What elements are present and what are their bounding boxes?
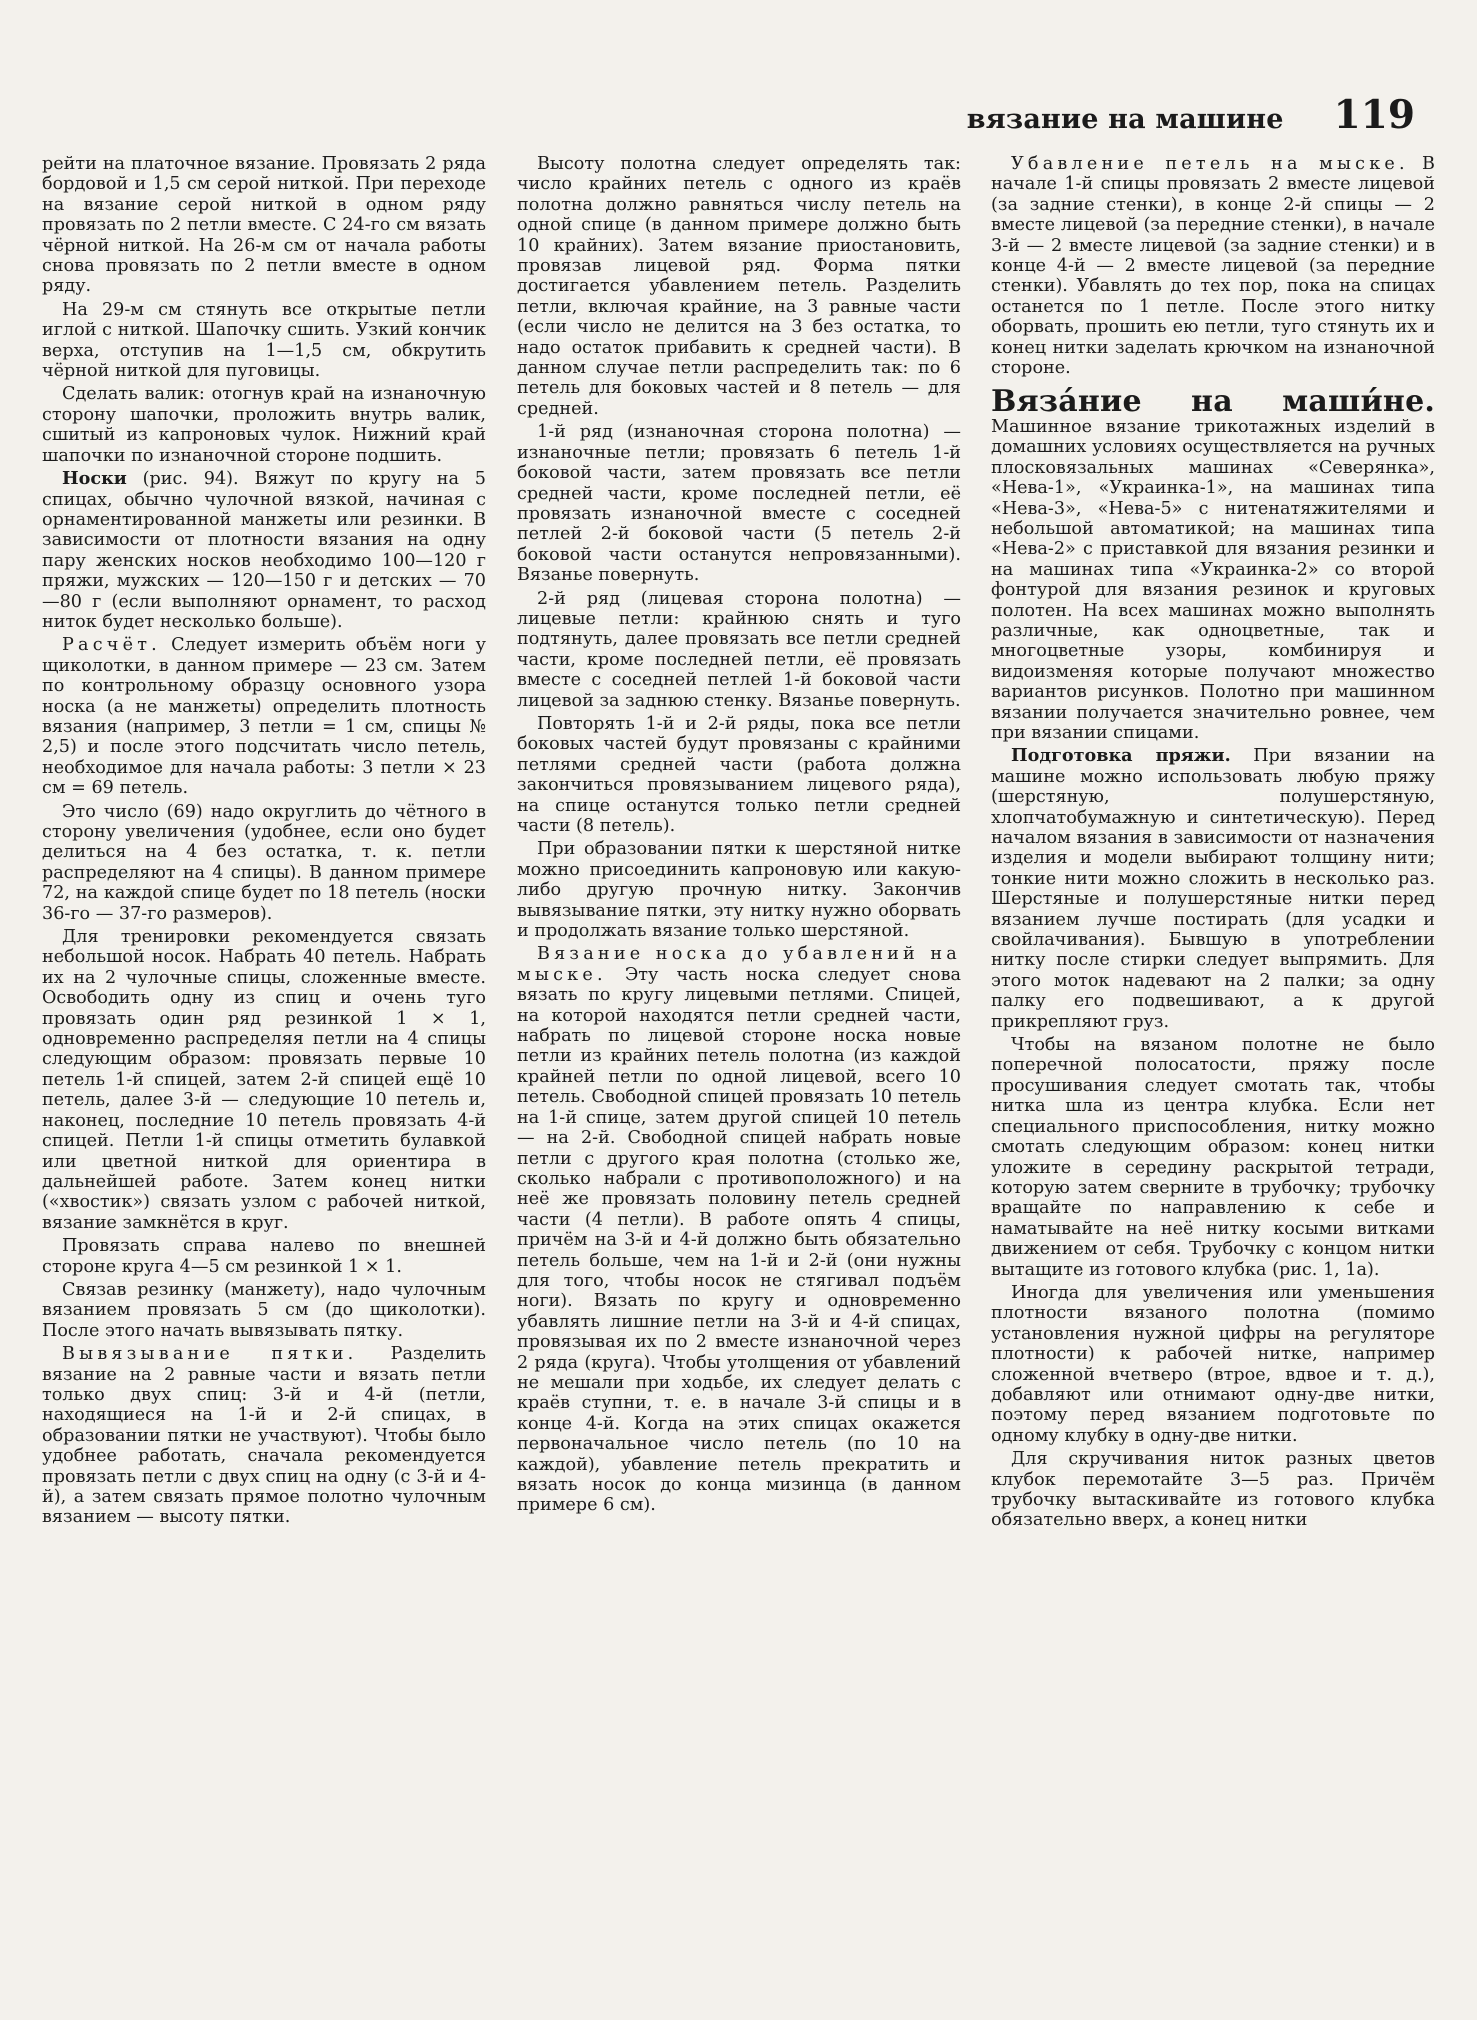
paragraph: Это число (69) надо округлить до чётного в сторону увеличения (удобнее, если оно будет делиться на 4 без остатка, т. к. петли распределяют на 4 спицы). В данном примере 72, на каждой спице будет по 18 петель (носки 36-го — 37-го размеров). [42,801,486,924]
paragraph [517,944,961,1515]
paragraph: Сделать валик: отогнув край на изнаночную сторону шапочки, проложить внутрь валик, сшитый из капроновых чулок. Нижний край шапочки по изнаночной стороне подшить. [42,384,486,466]
column-1 [42,154,486,1531]
column-3 [991,154,1435,1534]
column-2 [517,154,961,1519]
spaced-heading: Вязание носка до убавлений на мыске. [517,944,961,985]
paragraph [991,746,1435,1032]
spaced-heading: Убавление петель на мыске. [1011,154,1409,174]
paragraph: Иногда для увеличения или уменьшения плотности вязаного полотна (помимо установления нужной цифры на регуляторе плотности) к рабочей нитке, например сложенной вчетверо (втрое, вдвое и т. д.), добавляют или отнимают одну-две нитки, поэтому перед вязанием подготовьте по одному клубку в одну-две нитки. [991,1282,1435,1446]
term-heading: Подготовка пряжи. [1011,745,1231,767]
paragraph-text: Разделить вязание на 2 равные части и вязать петли только двух спиц: 3-й и 4-й (петли, находящиеся на 1-й и 2-й спицах, в образовании пятки не участвуют). Чтобы было удобнее работать, сначала рекомендуется провязать петли с двух спиц на одну (с 3-й и 4-й), а затем связать прямое полотно чулочным вязанием — высоту пятки. [42,1344,486,1528]
paragraph: Для тренировки рекомендуется связать небольшой носок. Набрать 40 петель. Набрать их на 2 чулочные спицы, сложенные вместе. Освободить одну из спиц и очень туго провязать один ряд резинкой 1 × 1, одновременно распределяя петли на 4 спицы следующим образом: провязать первые 10 петель 1-й спицей, затем 2-й спицей ещё 10 петель, далее 3-й — следующие 10 петель и, наконец, последние 10 петель провязать 4-й спицей. Петли 1-й спицы отметить булавкой или цветной ниткой для ориентира в дальнейшей работе. Затем конец нитки («хвостик») связать узлом с рабочей ниткой, вязание замкнётся в круг. [42,927,486,1233]
paragraph: Повторять 1-й и 2-й ряды, пока все петли боковых частей будут провязаны с крайними петлями средней части (работа должна закончиться провязыванием лицевого ряда), на спице останутся только петли средней части (8 петель). [517,713,961,836]
paragraph-text: Эту часть носка следует снова вязать по кругу лицевыми петлями. Спицей, на которой находятся петли средней части, набрать по лицевой стороне носка новые петли из крайних петель полотна (из каждой крайней петли по одной лицевой, всего 10 петель. Свободной спицей провязать 10 петель на 1-й спице, затем другой спицей 10 петель — на 2-й. Свободной спицей набрать новые петли с другого края полотна (столько же, сколько набрали с противоположного) и на неё же провязать половину петель средней части (4 петли). В работе опять 4 спицы, причём на 3-й и 4-й должно быть обязательно петель больше, чем на 1-й и 2-й (они нужны для того, чтобы носок не стягивал подъём ноги). Вязать по кругу и одновременно убавлять лишние петли на 3-й и 4-й спицах, провязывая их по 2 вместе изнаночной через 2 ряда (круга). Чтобы утолщения от убавлений не мешали при ходьбе, их следует делать с краёв ступни, т. е. в начале 3-й спицы и в конце 4-й. Когда на этих спицах окажется первоначальное число петель (по 10 на каждой), убавление петель прекратить и вязать носок до конца мизинца (в данном примере 6 см). [517,964,961,1516]
paragraph: 1-й ряд (изнаночная сторона полотна) — изнаночные петли; провязать 6 петель 1-й боковой части, затем провязать все петли средней части, кроме последней петли, её провязать изнаночной вместе с соседней петлей 2-й боковой части (5 петель 2-й боковой части останутся непровязанными). Вязанье повернуть. [517,422,961,586]
paragraph [991,154,1435,378]
paragraph: При образовании пятки к шерстяной нитке можно присоединить капроновую или какую-либо другую прочную нитку. Закончив вывязывание пятки, эту нитку нужно оборвать и продолжать вязание только шерстяной. [517,839,961,942]
running-header: вязание на машине [966,104,1284,135]
term-heading: Носки [62,468,127,490]
paragraph [42,469,486,632]
paragraph-text: При вязании на машине можно использовать любую пряжу (шерстяную, полушерстяную, хлопчатобумажную и синтетическую). Перед началом вязания в зависимости от назначения изделия и модели выбирают толщину нити; тонкие нити можно сложить в несколько раз. Шерстяные и полушерстяные нитки перед вязанием лучше постирать (для усадки и свойлачивания). Бывшую в употреблении нитку после стирки следует выпрямить. Для этого моток надевают на 2 палки; за одну палку его подвешивают, а к другой прикрепляют груз. [991,746,1435,1032]
paragraph: рейти на платочное вязание. Провязать 2 ряда бордовой и 1,5 см серой ниткой. При переходе на вязание серой ниткой в одном ряду провязать по 2 петли вместе. С 24-го см вязать чёрной ниткой. На 26-м см от начала работы снова провязать по 2 петли вместе в одном ряду. [42,154,486,297]
paragraph: Провязать справа налево по внешней стороне круга 4—5 см резинкой 1 × 1. [42,1236,486,1277]
page-header [967,92,1415,138]
paragraph-text: В начале 1-й спицы провязать 2 вместе лицевой (за задние стенки), в конце 2-й спицы — 2 вместе лицевой (за передние стенки), в начале 3-й — 2 вместе лицевой (за задние стенки) и в конце 4-й — 2 вместе лицевой (за передние стенки). Убавлять до тех пор, пока на спицах останется по 1 петле. После этого нитку оборвать, прошить ею петли, туго стянуть их и конец нитки заделать крючком на изнаночной стороне. [991,154,1435,379]
spaced-heading: Вывязывание пятки. [62,1344,358,1365]
paragraph [42,1344,486,1528]
paragraph: 2-й ряд (лицевая сторона полотна) — лицевые петли: крайнюю снять и туго подтянуть, далее провязать все петли средней части, кроме последней петли, её провязать вместе с соседней петлей 1-й боковой части лицевой за заднюю стенку. Вязанье повернуть. [517,588,961,711]
paragraph: На 29-м см стянуть все открытые петли иглой с ниткой. Шапочку сшить. Узкий кончик верха, отступив на 1—1,5 см, обкрутить чёрной ниткой для пуговицы. [42,299,486,382]
paragraph-text: (рис. 94). Вяжут по кругу на 5 спицах, обычно чулочной вязкой, начиная с орнаментированной манжеты или резинки. В зависимости от плотности вязания на одну пару женских носков необходимо 100—120 г пряжи, мужских — 120—150 г и детских — 70—80 г (если выполняют орнамент, то расход ниток будет несколько больше). [42,469,486,632]
spaced-heading: Расчёт. [62,635,161,656]
paragraph: Для скручивания ниток разных цветов клубок перемотайте 3—5 раз. Причём трубочку вытаскивайте из готового клубка обязательно вверх, а конец нитки [991,1449,1435,1531]
paragraph: Связав резинку (манжету), надо чулочным вязанием провязать 5 см (до щиколотки). После этого начать вывязывать пятку. [42,1279,486,1341]
paragraph: Высоту полотна следует определять так: число крайних петель с одного из краёв полотна должно равняться числу петель на одной спице (в данном примере должно быть 10 крайних). Затем вязание приостановить, провязав лицевой ряд. Форма пятки достигается убавлением петель. Разделить петли, включая крайние, на 3 равные части (если число не делится на 3 без остатка, то надо остаток прибавить к средней части). В данном случае петли распределить так: по 6 петель для боковых частей и 8 петель — для средней. [517,154,961,419]
paragraph [991,384,1435,743]
paragraph [42,635,486,798]
paragraph: Чтобы на вязаном полотне не было поперечной полосатости, пряжу после просушивания следует смотать так, чтобы нитка шла из центра клубка. Если нет специального приспособления, нитку можно смотать следующим образом: конец нитки уложите в середину раскрытой тетради, которую затем сверните в трубочку; трубочку вращайте по направлению к себе и наматывайте на неё нитку косыми витками движением от себя. Трубочку с концом нитки вытащите из готового клубка (рис. 1, 1а). [991,1035,1435,1280]
paragraph-text: Следует измерить объём ноги у щиколотки, в данном примере — 23 см. Затем по контрольному образцу основного узора носка (а не манжеты) определить плотность вязания (например, 3 петли = 1 см, спицы № 2,5) и после этого подсчитать число петель, необходимое для начала работы: 3 петли × 23 см = 69 петель. [42,635,486,799]
paragraph-text: Машинное вязание трикотажных изделий в домашних условиях осуществляется на ручных плосковязальных машинах «Северянка», «Нева-1», «Украинка-1», на машинах типа «Нева-3», «Нева-5» с нитенатяжителями и небольшой автоматикой; на машинах типа «Нева-2» с приставкой для вязания резинки и на машинах типа «Украинка-2» со второй фонтурой для вязания резинок и круговых полотен. На всех машинах можно выполнять различные, как одноцветные, так и многоцветные узоры, комбинируя и видоизменяя которые получают множество вариантов рисунков. Полотно при машинном вязании получается значительно ровнее, чем при вязании спицами. [991,416,1435,743]
section-heading: Вяза́ние на маши́не. [991,384,1435,420]
page-number: 119 [1333,92,1415,138]
